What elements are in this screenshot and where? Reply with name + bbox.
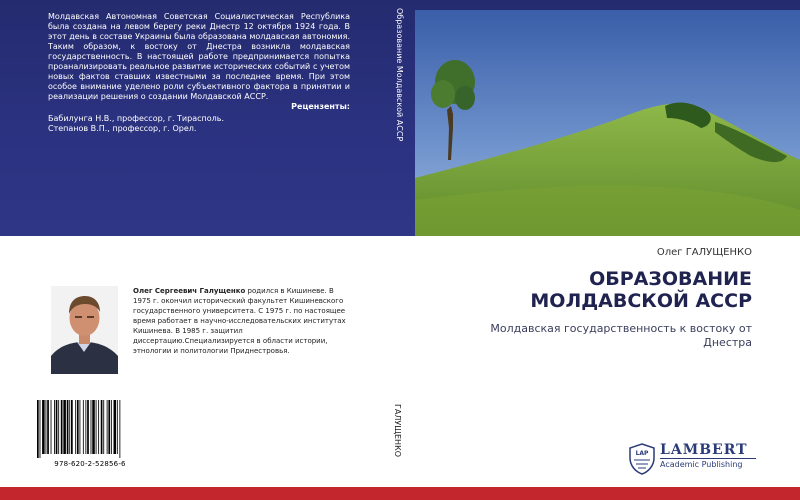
barcode-bar — [75, 400, 76, 454]
publisher-divider — [660, 458, 756, 459]
publisher-emblem-icon — [626, 442, 658, 476]
publisher-subtitle: Academic Publishing — [660, 460, 743, 469]
barcode-bar — [87, 400, 89, 454]
barcode-bar — [77, 400, 79, 454]
publisher-name: LAMBERT — [660, 442, 748, 458]
barcode-bar — [54, 400, 55, 454]
spine-title: Образование Молдавской АССР — [395, 8, 404, 142]
publisher-emblem-text: LAP — [635, 450, 649, 457]
barcode-bar — [114, 400, 117, 454]
barcode-bar — [51, 400, 52, 454]
barcode-bar — [37, 400, 39, 458]
barcode-bar — [63, 400, 66, 454]
barcode-bar — [47, 400, 49, 454]
book-subtitle: Молдавская государственность к востоку от Днестра — [490, 322, 752, 349]
barcode-bar — [67, 400, 69, 454]
back-cover-abstract: Молдавская Автономная Советская Социалистическая Республика была создана на левом берегу реки Днестр 12 октября 1924 года. В этот день в составе Украины была образована молдавская автономия. Таким образом, к востоку от Днестра возникла молдавская государственность. В настоящей работе предпринимается попытка проанализировать реальное развитие исторических событий с учетом новых фактов ставших известными за последнее время. При этом особое внимание уделено роли субъективного фактора в принятии и реализации решения о создании Молдавской АССР. — [48, 12, 350, 101]
barcode-bar — [103, 400, 104, 454]
bottom-red-band — [0, 487, 800, 500]
isbn-barcode — [33, 400, 147, 467]
barcode-bar — [40, 400, 41, 458]
front-author: Олег ГАЛУЩЕНКО — [656, 247, 752, 258]
author-photo — [51, 286, 118, 374]
author-bio-name: Олег Сергеевич Галущенко — [133, 287, 246, 295]
barcode-bar — [61, 400, 63, 454]
barcode-bar — [98, 400, 99, 454]
cover-landscape-image — [415, 10, 800, 236]
barcode-bar — [119, 400, 120, 458]
barcode-bar — [96, 400, 97, 454]
spine-author: ГАЛУЩЕНКО — [393, 404, 402, 458]
barcode-bar — [92, 400, 95, 454]
barcode-bar — [117, 400, 118, 454]
barcode-bar — [58, 400, 59, 454]
reviewer-item: Степанов В.П., профессор, г. Орел. — [48, 124, 197, 133]
barcode-bar — [46, 400, 47, 454]
author-bio — [133, 286, 347, 356]
book-title-line: МОЛДАВСКОЙ АССР — [530, 290, 752, 312]
book-title-line: ОБРАЗОВАНИЕ — [589, 268, 752, 290]
barcode-bar — [111, 400, 112, 454]
reviewers-list — [48, 114, 350, 134]
barcode-bar — [83, 400, 84, 454]
barcode-bar — [71, 400, 73, 454]
barcode-bar — [91, 400, 92, 454]
barcode-bar — [69, 400, 70, 454]
publisher-logo — [626, 442, 761, 478]
barcode-bar — [56, 400, 58, 454]
barcode-bar — [85, 400, 86, 454]
barcode-bar — [80, 400, 81, 454]
barcode-bar — [42, 400, 45, 454]
reviewers-label: Рецензенты: — [291, 102, 350, 111]
barcode-bar — [101, 400, 103, 454]
reviewer-item: Бабилунга Н.В., профессор, г. Тирасполь. — [48, 114, 224, 123]
isbn-number: 978-620-2-52856-6 — [54, 460, 126, 468]
book-title — [450, 268, 752, 312]
author-bio-text: родился в Кишиневе. В 1975 г. окончил исторический факультет Кишиневского государственного университета. С 1975 г. по настоящее время работает в научно-исследовательских институтах Кишинева. В 1985 г. защитил диссертацию.Специализируется в области истории, этнологии и политологии Приднестровья. — [133, 287, 346, 355]
barcode-bar — [107, 400, 108, 454]
barcode-bar — [108, 400, 110, 454]
